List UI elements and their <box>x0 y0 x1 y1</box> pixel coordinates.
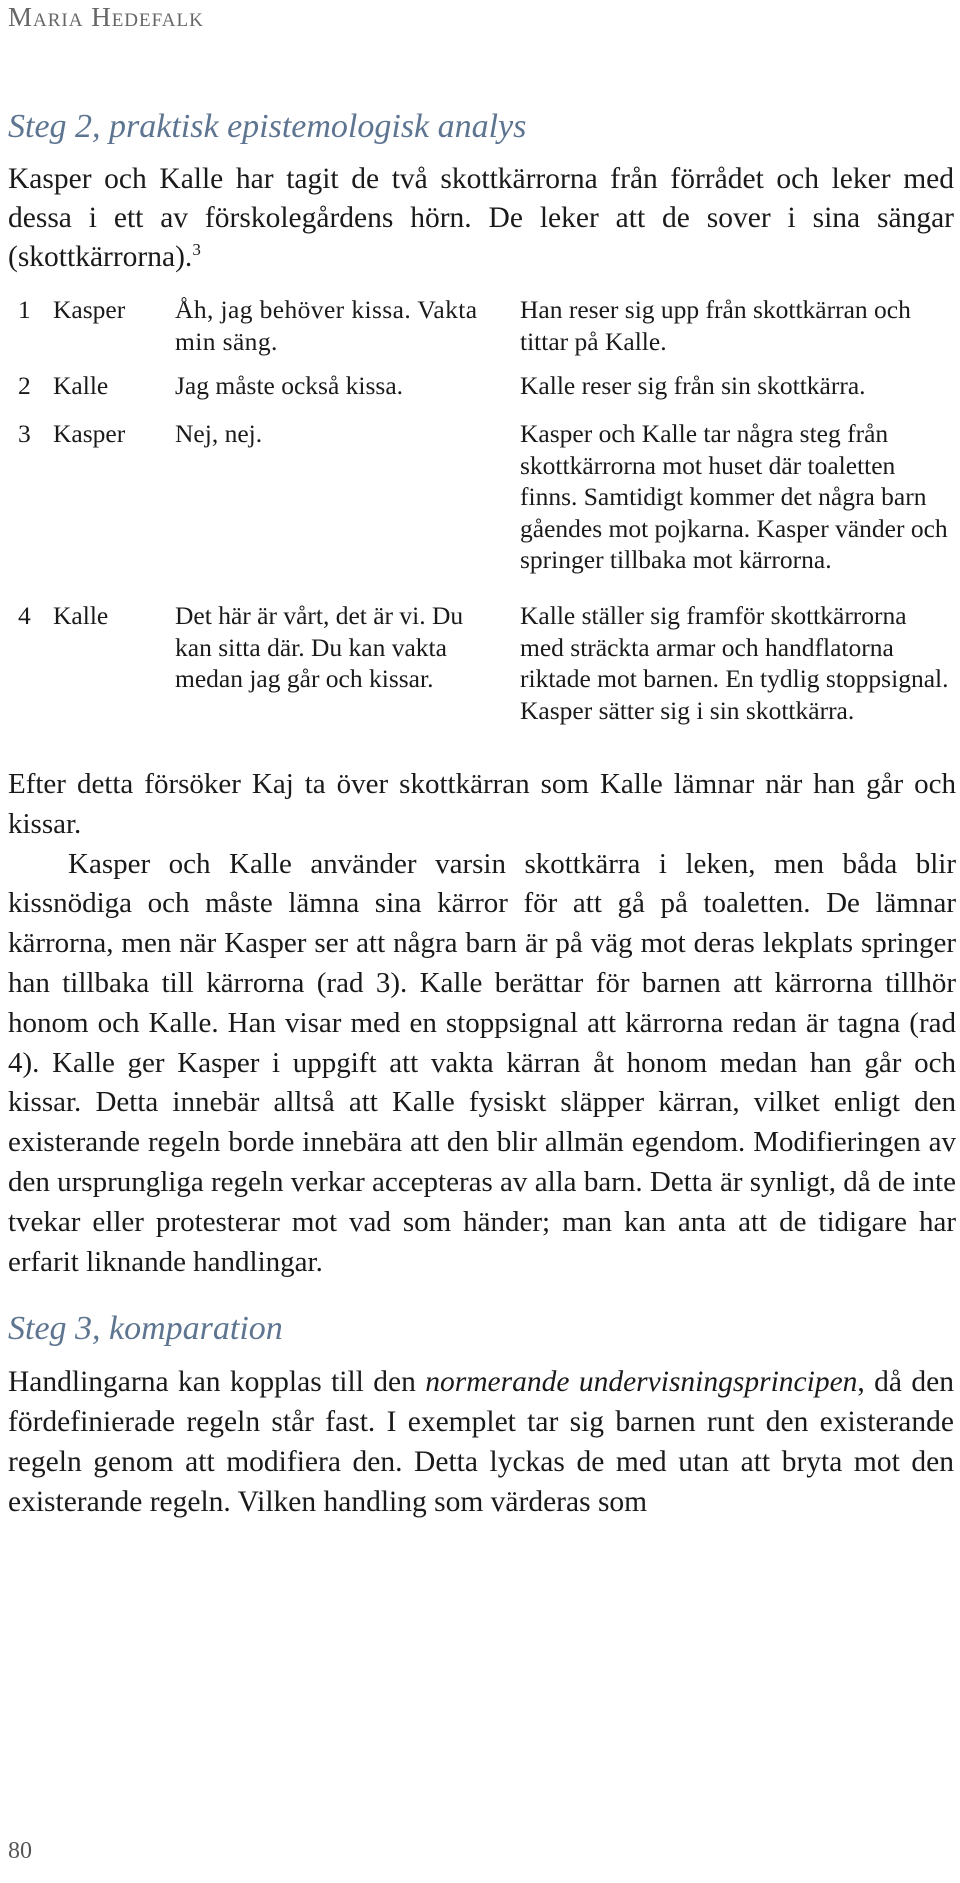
line-number: 3 <box>18 419 31 448</box>
utterance: Nej, nej. <box>175 419 263 448</box>
step-2-intro-paragraph <box>8 160 954 277</box>
line-number: 2 <box>18 371 31 400</box>
speaker: Kalle <box>53 601 109 630</box>
analysis-text <box>8 765 956 1282</box>
step-3-text-before: Handlingarna kan kopplas till den <box>8 1366 426 1398</box>
line-number: 4 <box>18 601 31 630</box>
step-3-emphasis: normerande undervisningsprincipen <box>425 1366 858 1398</box>
analysis-paragraph-1: Efter detta försöker Kaj ta över skottkärran som Kalle lämnar när han går och kissar. <box>8 768 956 840</box>
page-number: 80 <box>8 1838 32 1864</box>
footnote-reference: 3 <box>192 240 201 260</box>
action-description: Kalle ställer sig framför skottkärrorna med sträckta armar och handflatorna riktade mot barnen. En tydlig stoppsignal. Kasper sätter sig i sin skottkärra. <box>520 601 949 725</box>
utterance: Jag måste också kissa. <box>175 371 404 400</box>
section-heading-step-2: Steg 2, praktisk epistemologisk analys <box>8 108 527 145</box>
speaker: Kasper <box>53 419 126 448</box>
speaker: Kasper <box>53 295 126 324</box>
action-description: Kasper och Kalle tar några steg från skottkärrorna mot huset där toaletten finns. Samtidigt kommer det några barn gåendes mot pojkarna. Kasper vänder och springer tillbaka mot kärrorna. <box>520 419 948 574</box>
analysis-paragraph-2: Kasper och Kalle använder varsin skottkärra i leken, men båda blir kissnödiga och måste lämna sina kärror för att gå på toaletten. De lämnar kärrorna, men när Kasper ser att några barn är på väg mot deras lekplats springer han tillbaka till kärrorna (rad 3). Kalle berättar för barnen att kärrorna tillhör honom och Kalle. Han visar med en stoppsignal att kärrorna redan är tagna (rad 4). Kalle ger Kasper i uppgift att vakta kärran åt honom medan han går och kissar. Detta innebär alltså att Kalle fysiskt släpper kärran, vilket enligt den existerande regeln borde innebära att den blir allmän egendom. Modifieringen av den ursprungliga regeln verkar accepteras av alla barn. Detta är synligt, då de inte tvekar eller protesterar mot vad som händer; man kan anta att de tidigare har erfarit liknande handlingar. <box>8 847 956 1278</box>
line-number: 1 <box>18 295 31 324</box>
utterance: Det här är vårt, det är vi. Du kan sitta där. Du kan vakta medan jag går och kissar. <box>175 601 464 693</box>
step-3-text-after: , då den fördefinierade regeln står fast. I exemplet tar sig barnen runt den existerande regeln genom att modifiera den. Detta lyckas de med utan att bryta mot den existerande regeln. Vilken handling som värderas som <box>8 1366 955 1518</box>
step-3-paragraph <box>8 1362 954 1522</box>
speaker: Kalle <box>53 371 109 400</box>
action-description: Kalle reser sig från sin skottkärra. <box>520 371 866 400</box>
step-2-intro-text: Kasper och Kalle har tagit de två skottkärrorna från förrådet och leker med dessa i ett av förskolegårdens hörn. De leker att de sover i sina sängar (skottkärrorna). <box>8 163 954 273</box>
utterance: Åh, jag behöver kissa. Vakta min säng. <box>175 295 478 356</box>
section-heading-step-3: Steg 3, komparation <box>8 1310 283 1347</box>
running-head: Maria Hedefalk <box>8 2 204 32</box>
action-description: Han reser sig upp från skottkärran och tittar på Kalle. <box>520 295 911 356</box>
